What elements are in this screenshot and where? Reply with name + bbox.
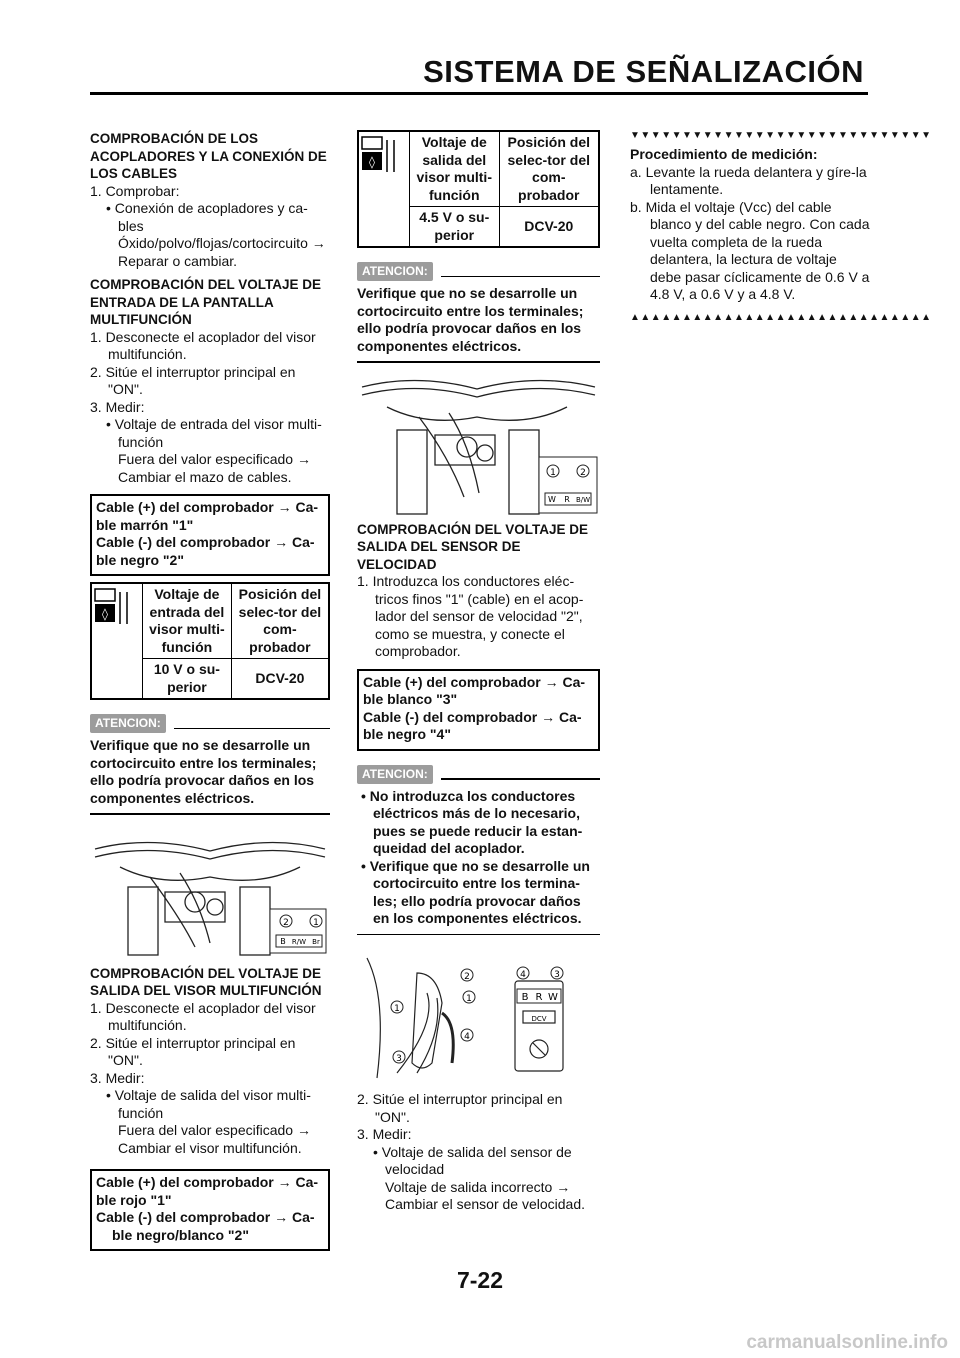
callout-label: 4 — [464, 1032, 470, 1042]
meter-label: DCV — [531, 1015, 547, 1023]
callout-label: 1 — [466, 994, 472, 1004]
box-line: Cable (+) del comprobador → Ca-ble blanco "3" — [363, 673, 586, 707]
multimeter-icon — [91, 583, 143, 699]
callout-label: 1 — [550, 467, 556, 478]
svg-text:◊: ◊ — [369, 155, 375, 169]
step: 1. Desconecte el acoplador del visor multifunción. — [90, 328, 316, 362]
step: 2. Sitúe el interruptor principal en "ON". — [357, 1091, 563, 1125]
table-cell: DCV-20 — [499, 207, 599, 248]
bullet: • Conexión de acopladores y ca-bles — [106, 200, 308, 234]
illustration-handlebar-2 — [357, 375, 600, 515]
wire-label: B — [521, 992, 529, 1003]
step: 1. Comprobar: — [90, 182, 180, 199]
callout-label: 2 — [283, 917, 289, 928]
procedure-end-marker: ▲▲▲▲▲▲▲▲▲▲▲▲▲▲▲▲▲▲▲▲▲▲▲▲▲▲▲▲▲ — [630, 311, 932, 323]
wire-label: W — [548, 494, 556, 504]
procedure-title: Procedimiento de medición: — [630, 146, 818, 162]
step: 3. Medir: — [90, 1069, 145, 1086]
section-title: COMPROBACIÓN DEL VOLTAJE DE ENTRADA DE LA PANTALLA MULTIFUNCIÓN — [90, 277, 322, 327]
box-line: Cable (-) del comprobador → Ca-ble negro "2" — [96, 534, 315, 568]
wire-label: B/W — [575, 495, 591, 504]
page-title: SISTEMA DE SEÑALIZACIÓN — [423, 54, 864, 89]
step: 2. Sitúe el interruptor principal en "ON". — [90, 363, 296, 397]
table-cell: DCV-20 — [231, 659, 329, 700]
watermark: carmanualsonline.info — [746, 1332, 948, 1353]
spec-table — [357, 130, 600, 248]
table-header: Posición del selec-tor del com-probador — [499, 131, 599, 207]
bullet: • Voltaje de entrada del visor multi-función — [106, 416, 322, 450]
table-cell: 4.5 V o su-perior — [410, 207, 500, 248]
spec-table — [90, 582, 330, 700]
caution-bullet: • Verifique que no se desarrolle un cortocircuito entre los termina-les; ello podría provocar daños en los componentes eléctricos. — [361, 857, 590, 926]
box-line: Cable (-) del comprobador → Ca-ble negro "4" — [363, 708, 582, 742]
bullet-detail: Óxido/polvo/flojas/cortocircuito → — [118, 235, 326, 251]
wire-label: Br — [312, 937, 320, 946]
procedure-step: a. Levante la rueda delantera y gíre-la lentamente. — [630, 163, 867, 197]
bullet-detail: Fuera del valor especificado → — [118, 451, 311, 467]
box-line: Cable (+) del comprobador → Ca-ble rojo "1" — [96, 1174, 319, 1208]
bullet-detail: Voltaje de salida incorrecto → — [385, 1178, 571, 1195]
svg-text:◊: ◊ — [102, 607, 108, 621]
caution-header — [357, 262, 600, 281]
bullet-detail: Reparar o cambiar. — [118, 252, 238, 269]
page-number: 7-22 — [456, 1267, 504, 1293]
procedure-step: b. Mida el voltaje (Vcc) del cable blanco y del cable negro. Con cada vuelta completa de la rueda delantera, la lectura de voltaje debe pasar cíclicamente de 0.6 V a 4.8 V, a 0.6 V y a 4.8 V. — [630, 198, 870, 302]
illustration-speed-sensor — [357, 953, 600, 1083]
step: 1. Desconecte el acoplador del visor multifunción. — [90, 999, 316, 1033]
caution-badge: ATENCION: — [357, 262, 433, 281]
callout-label: 4 — [520, 970, 526, 980]
table-header: Posición del selec-tor del com-probador — [231, 583, 329, 659]
bullet: • Voltaje de salida del sensor de velocidad — [373, 1143, 572, 1177]
wire-label: R — [535, 992, 543, 1003]
caution-badge: ATENCION: — [357, 765, 433, 784]
multimeter-icon — [358, 131, 410, 247]
bullet-detail: Cambiar el mazo de cables. — [118, 468, 292, 485]
tester-connection-box — [90, 1169, 330, 1251]
caution-header — [90, 714, 330, 733]
step: 2. Sitúe el interruptor principal en "ON". — [90, 1034, 296, 1068]
bullet-detail: Fuera del valor especificado → — [118, 1122, 311, 1138]
section-title: COMPROBACIÓN DEL VOLTAJE DE SALIDA DEL VISOR MULTIFUNCIÓN — [90, 965, 322, 998]
caution-text: Verifique que no se desarrolle un cortocircuito entre los terminales; ello podría provocar daños en los componentes eléctricos. — [357, 285, 584, 354]
table-header: Voltaje de salida del visor multi-función — [410, 131, 500, 207]
column-1 — [90, 130, 330, 1251]
wire-label: R/W — [291, 937, 307, 946]
wire-label: W — [548, 992, 558, 1003]
wire-label: R — [564, 494, 570, 504]
table-header: Voltaje de entrada del visor multi-función — [143, 583, 232, 659]
step: 3. Medir: — [90, 398, 145, 415]
column-3 — [630, 130, 932, 324]
callout-label: 1 — [394, 1004, 400, 1014]
caution-bullet: • No introduzca los conductores eléctricos más de lo necesario, pues se puede reducir la estan-queidad del acoplador. — [361, 787, 583, 856]
bullet-detail: Cambiar el visor multifunción. — [118, 1139, 302, 1156]
wire-label: B — [280, 936, 286, 946]
caution-badge: ATENCION: — [90, 714, 166, 733]
step: 1. Introduzca los conductores eléc-tricos finos "1" (cable) en el acop-lador del sensor de velocidad "2", como se muestra, y conecte el comprobador. — [357, 573, 584, 659]
bullet-detail: Cambiar el sensor de velocidad. — [385, 1196, 585, 1212]
section-title: COMPROBACIÓN DEL VOLTAJE DE SALIDA DEL SENSOR DE VELOCIDAD — [357, 521, 589, 572]
callout-label: 3 — [396, 1054, 402, 1064]
tester-connection-box — [90, 494, 330, 576]
header-rule — [90, 92, 868, 95]
bullet: • Voltaje de salida del visor multi-función — [106, 1087, 311, 1121]
callout-label: 2 — [464, 972, 470, 982]
box-line: Cable (-) del comprobador → Ca-ble negro/blanco "2" — [96, 1209, 315, 1243]
box-line: Cable (+) del comprobador → Ca-ble marrón "1" — [96, 499, 319, 533]
procedure-start-marker: ▼▼▼▼▼▼▼▼▼▼▼▼▼▼▼▼▼▼▼▼▼▼▼▼▼▼▼▼▼ — [630, 130, 932, 141]
tester-connection-box — [357, 669, 600, 751]
section-title: COMPROBACIÓN DE LOS ACOPLADORES Y LA CONEXIÓN DE LOS CABLES — [90, 131, 327, 181]
caution-text: Verifique que no se desarrolle un cortocircuito entre los terminales; ello podría provocar daños en los componentes eléctricos. — [90, 737, 317, 806]
column-2 — [357, 130, 600, 1214]
callout-label: 3 — [554, 970, 560, 980]
table-cell: 10 V o su-perior — [143, 659, 232, 700]
callout-label: 1 — [313, 917, 319, 928]
step: 3. Medir: — [357, 1126, 412, 1142]
illustration-handlebar-1 — [90, 837, 330, 957]
caution-header — [357, 765, 600, 784]
callout-label: 2 — [580, 467, 586, 478]
